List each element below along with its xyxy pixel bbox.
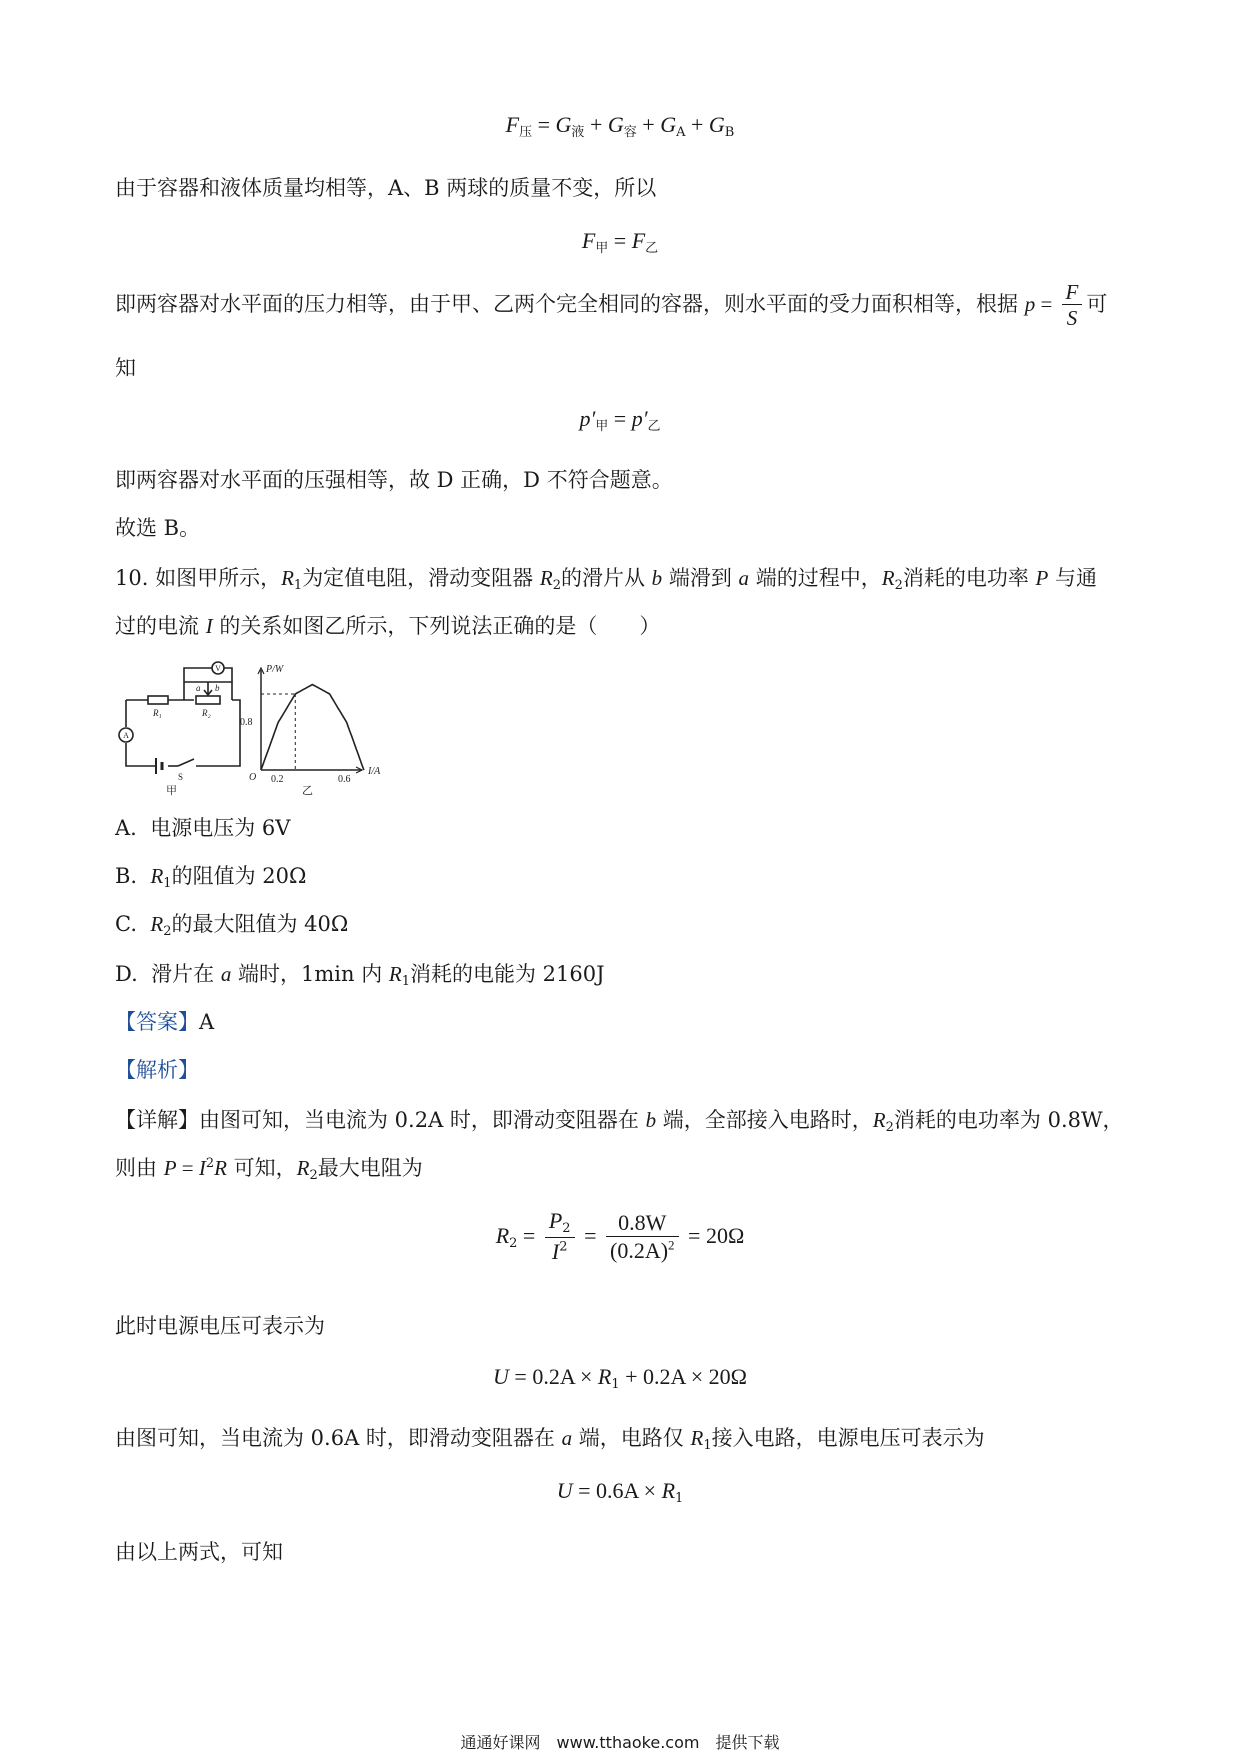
question-10-line-2: 过的电流 I 的关系如图乙所示，下列说法正确的是（ ） — [115, 614, 661, 638]
option-c: C. $R_2$的最大阻值为 40Ω — [115, 912, 349, 939]
circuit-wire-left-bottom — [126, 743, 156, 766]
switch-label: S — [178, 772, 184, 782]
slider-end-b-label: b — [215, 683, 220, 693]
graph-y-tick-label: 0.8 — [240, 717, 253, 728]
option-b: B. $R_1$的阻值为 20Ω — [115, 864, 307, 891]
circuit-caption: 甲 — [166, 785, 177, 797]
graph-x-tick-label-1: 0.2 — [271, 774, 284, 785]
paragraph-pressure-force: 即两容器对水平面的压力相等，由于甲、乙两个完全相同的容器，则水平面的受力面积相等，根据 p = $\frac{F}{S}$ 可 — [115, 280, 1108, 331]
page-footer: 通通好课网 www.tthaoke.com 提供下载 — [460, 1733, 780, 1752]
equation-u1: $U = 0.2A \times R_1 + 0.2A \times 20\Omega$ — [493, 1364, 747, 1392]
answer-tag: 【答案】 — [115, 1010, 199, 1034]
ammeter-label: A — [123, 731, 129, 740]
paragraph-current-06: 由图可知，当电流为 0.6A 时，即滑动变阻器在 a 端，电路仅 $R_1$接入电路，电源电压可表示为 — [115, 1426, 985, 1453]
voltmeter-wire-right — [224, 668, 232, 682]
resistor-r1 — [148, 696, 168, 704]
circuit-diagram — [119, 662, 240, 774]
equation-r2: $R_2$ = $\frac{P_2}{I^2}$ = $\frac{0.8W}{(0.2A)^2}$ = 20Ω — [495, 1208, 745, 1264]
graph-caption: 乙 — [302, 785, 313, 797]
option-a: A. 电源电压为 6V — [115, 816, 291, 840]
graph-power-curve — [261, 685, 364, 771]
analysis-tag: 【解析】 — [115, 1058, 199, 1082]
answer-line — [115, 1006, 214, 1036]
equation-pressure-prime: $p'_甲 = p'_乙$ — [579, 406, 661, 434]
graph-x-tick-label-2: 0.6 — [338, 774, 351, 785]
switch-blade — [178, 759, 194, 766]
question-10-line-1: 10. 如图甲所示，$R_1$为定值电阻，滑动变阻器 $R_2$的滑片从 b 端滑到 a 端的过程中，$R_2$消耗的电功率 P 与通 — [115, 566, 1098, 593]
figure-svg — [118, 660, 428, 800]
graph-origin-label: O — [249, 772, 257, 783]
r1-label: R₁ — [153, 708, 162, 718]
option-d: D. 滑片在 a 端时，1min 内 $R_1$消耗的电能为 2160J — [115, 962, 605, 989]
paragraph-voltage-intro: 此时电源电压可表示为 — [115, 1314, 325, 1338]
detail-line-1: 【详解】由图可知，当电流为 0.2A 时，即滑动变阻器在 b 端，全部接入电路时，$R_2$消耗的电功率为 0.8W， — [115, 1108, 1124, 1135]
paragraph-conclusion: 即两容器对水平面的压强相等，故 D 正确，D 不符合题意。 — [115, 468, 673, 492]
paragraph-continuation: 知 — [115, 356, 136, 380]
graph-y-label: P/W — [266, 664, 284, 675]
paragraph-mass-equal: 由于容器和液体质量均相等，A、B 两球的质量不变，所以 — [115, 176, 657, 200]
equation-pressure-sum: $F_压 = G_液 + G_容 + G_A + G_B$ — [505, 112, 735, 140]
equation-force-equal: $F_甲 = F_乙$ — [581, 228, 659, 256]
r2-label: R₂ — [202, 708, 211, 718]
slider-end-a-label: a — [196, 683, 201, 693]
question-10-figure — [118, 660, 428, 804]
power-current-graph — [240, 664, 381, 797]
detail-tag: 【详解】 — [115, 1108, 199, 1132]
rheostat-r2 — [196, 696, 220, 704]
voltmeter-label: V — [215, 664, 221, 673]
paragraph-combine: 由以上两式，可知 — [115, 1540, 283, 1564]
answer-value: A — [199, 1010, 215, 1034]
paragraph-choice-b: 故选 B。 — [115, 516, 201, 540]
equation-u2: $U = 0.6A \times R_1$ — [556, 1478, 684, 1506]
detail-line-2: 则由 $P = I^2R$ 可知，$R_2$最大电阻为 — [115, 1156, 423, 1183]
graph-x-label: I/A — [368, 766, 381, 777]
